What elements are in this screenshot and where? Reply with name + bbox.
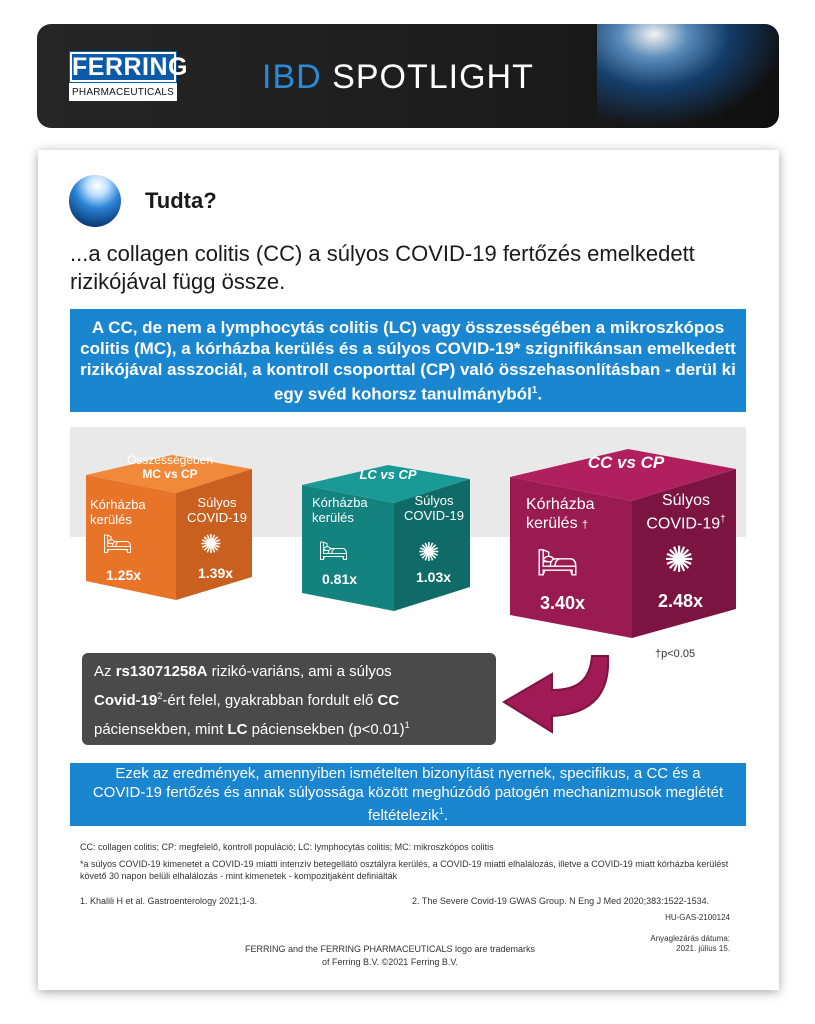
cube2-left-label: Kórházba kerülés bbox=[312, 495, 368, 525]
virus-icon: ✺ bbox=[418, 537, 440, 567]
conclusion-box bbox=[70, 763, 746, 826]
trademark bbox=[200, 943, 580, 969]
cube1-left-label: Kórházba kerülés bbox=[90, 497, 146, 527]
summary-text: A CC, de nem a lymphocytás colitis (LC) vagy összességében a mikroszkópos colitis (MC), a kórházba kerülés és a súlyos COVID-19* szignifikánsan emelkedett rizikójával asszociál, a kontroll csoporttal (CP) való összehasonlításban - derül ki egy svéd kohorsz tanulmányból bbox=[80, 317, 736, 404]
variant-t6: -ért felel, gyakrabban fordult elő bbox=[162, 692, 378, 709]
variant-t8: páciensekben, mint bbox=[94, 721, 228, 738]
bed-icon: 🛏 bbox=[102, 531, 133, 558]
variant-sup2: 2 bbox=[157, 691, 163, 701]
conclusion-text: Ezek az eredmények, amennyiben ismételten bizonyítást nyernek, specifikus, a CC és a COVID-19 fertőzés és annak súlyossága között meghúzódó patogén mechanizmusok meglétét feltételezik bbox=[92, 765, 724, 824]
conclusion-end: . bbox=[443, 807, 449, 824]
virus-icon: ✺ bbox=[664, 539, 695, 580]
cube3-right-mark: † bbox=[720, 514, 726, 525]
cube3-left-label: Kórházba kerülés bbox=[526, 496, 595, 532]
cube-cc-vs-cp bbox=[506, 425, 740, 640]
abbreviations: CC: collagen colitis; CP: megfelelő, kontroll populáció; LC: lymphocytás colitis; MC: mikroszkópos colitis bbox=[80, 842, 494, 852]
cube2-left-value: 0.81x bbox=[322, 571, 358, 587]
title-spotlight: SPOTLIGHT bbox=[332, 58, 534, 96]
trademark-line1: FERRING and the FERRING PHARMACEUTICALS logo are trademarks bbox=[244, 944, 536, 954]
significance-note: †p<0.05 bbox=[655, 648, 696, 660]
summary-end: . bbox=[537, 384, 543, 404]
title-ibd: IBD bbox=[262, 58, 322, 96]
cube3-right-label-wrap bbox=[640, 491, 732, 533]
cube1-right-label: Súlyos COVID-19 bbox=[187, 495, 247, 525]
cube1-title2: MC vs CP bbox=[142, 467, 198, 481]
closing-date: 2021. július 15. bbox=[676, 944, 730, 953]
cube2-right-label: Súlyos COVID-19 bbox=[404, 493, 464, 523]
cube3-right-value: 2.48x bbox=[658, 591, 704, 611]
cube3-left-label-wrap bbox=[526, 495, 616, 535]
closing-label: Anyaglezárás dátuma: bbox=[650, 934, 730, 943]
logo-top-text: FERRING bbox=[72, 53, 188, 81]
logo-bottom-text: PHARMACEUTICALS bbox=[72, 87, 174, 98]
variant-cc: CC bbox=[377, 692, 400, 709]
cube1-title1: Összességében bbox=[126, 453, 214, 467]
cube3-left-value: 3.40x bbox=[540, 593, 586, 613]
spotlight-icon bbox=[69, 175, 121, 227]
variant-covid: Covid-19 bbox=[94, 692, 158, 709]
cube3-left-mark: † bbox=[582, 519, 589, 531]
cube3-title: CC vs CP bbox=[587, 453, 665, 472]
header-banner bbox=[37, 24, 779, 128]
summary-box bbox=[70, 309, 746, 412]
conclusion-sup: 1 bbox=[438, 806, 444, 816]
bed-icon: 🛏 bbox=[318, 538, 349, 565]
asterisk-note: *a súlyos COVID-19 kimenetet a COVID-19 miatti intenzív betegellátó osztályra kerülés, a COVID-19 miatti elhalálozás, illetve a COVID-19 miatt kórházba kerülést követő 30 napon belüli elhalálozás - mint kimenetek - kompozitjaként definiálták bbox=[80, 859, 729, 881]
variant-snp: rs13071258A bbox=[115, 663, 208, 680]
reference-2: 2. The Severe Covid-19 GWAS Group. N Eng J Med 2020;383:1522-1534. bbox=[412, 896, 710, 906]
variant-t10: páciensekben (p<0.01) bbox=[247, 721, 405, 738]
cube2-right-value: 1.03x bbox=[416, 569, 452, 585]
document-code: HU-GAS-2100124 bbox=[665, 913, 730, 922]
variant-lc: LC bbox=[227, 721, 248, 738]
summary-sup: 1 bbox=[531, 384, 538, 396]
variant-box bbox=[82, 653, 496, 745]
virus-icon: ✺ bbox=[200, 529, 222, 559]
reference-1: 1. Khalili H et al. Gastroenterology 2021;1-3. bbox=[80, 896, 258, 906]
cube-mc-vs-cp bbox=[80, 437, 258, 602]
cube-lc-vs-cp bbox=[298, 445, 476, 613]
cube3-right-label: Súlyos COVID-19 bbox=[646, 492, 721, 533]
bed-icon: 🛏 bbox=[536, 544, 580, 582]
variant-sup1: 1 bbox=[404, 720, 410, 730]
curved-arrow-icon bbox=[498, 652, 628, 742]
cube1-right-value: 1.39x bbox=[198, 565, 234, 581]
trademark-line2: of Ferring B.V. ©2021 Ferring B.V. bbox=[321, 957, 459, 967]
variant-t3: rizikó-variáns, ami a súlyos bbox=[207, 663, 392, 680]
light-flare bbox=[597, 24, 779, 128]
ferring-logo bbox=[69, 51, 188, 101]
closing-date-block bbox=[620, 934, 730, 954]
cube2-title: LC vs CP bbox=[359, 467, 417, 482]
lead-text: ...a collagen colitis (CC) a súlyos COVID-19 fertőzés emelkedett rizikójával függ össze. bbox=[70, 241, 695, 294]
cube1-left-value: 1.25x bbox=[106, 567, 142, 583]
variant-t1: Az bbox=[94, 663, 116, 680]
section-heading: Tudta? bbox=[145, 188, 217, 213]
banner-title bbox=[262, 57, 534, 97]
